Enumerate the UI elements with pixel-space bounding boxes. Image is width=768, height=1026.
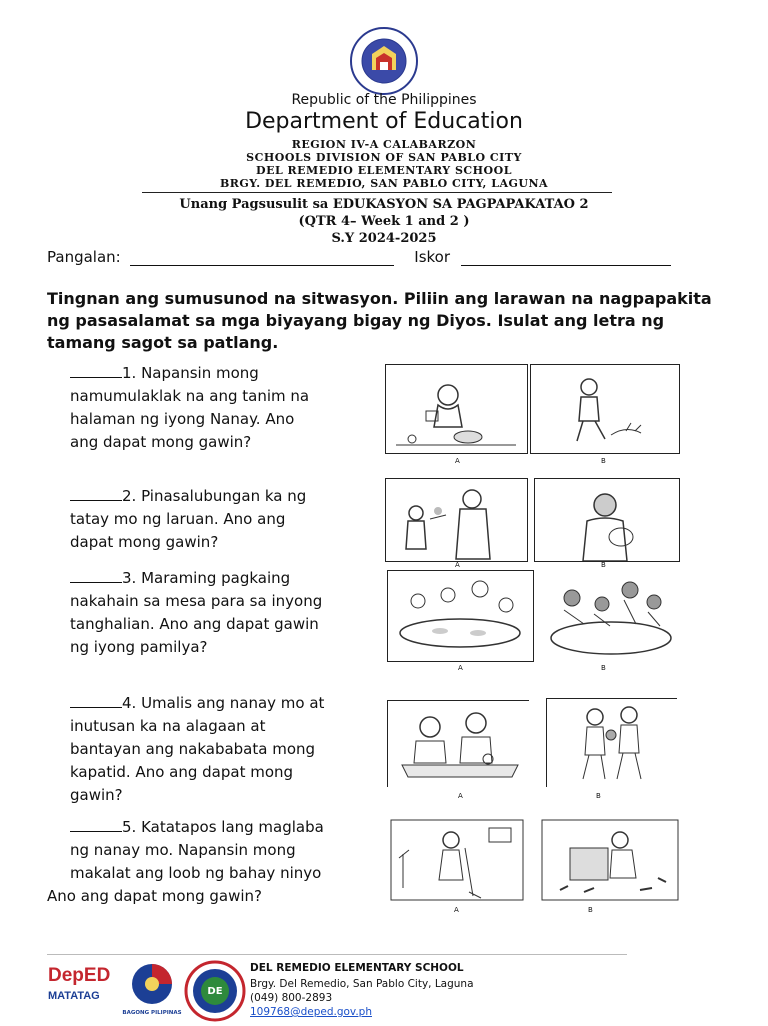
q5-picture-b: [540, 818, 680, 902]
q3-picture-b: [544, 570, 678, 660]
q1-picture-a: [385, 364, 528, 454]
name-field[interactable]: [130, 251, 394, 266]
footer-address: Brgy. Del Remedio, San Pablo City, Laguna: [250, 978, 474, 990]
question-5-last-line: Ano ang dapat mong gawin?: [47, 887, 262, 905]
footer-school-name: DEL REMEDIO ELEMENTARY SCHOOL: [250, 962, 464, 974]
q5-label-b: B: [588, 906, 593, 914]
answer-blank-3[interactable]: [70, 568, 122, 583]
q5-picture-a: [389, 818, 525, 902]
header-divider: [142, 192, 612, 193]
footer-divider: [47, 954, 627, 955]
q1-label-a: A: [455, 457, 460, 465]
answer-blank-1[interactable]: [70, 363, 122, 378]
question-3: 3. Maraming pagkaing nakahain sa mesa para sa inyong tanghalian. Ano ang dapat gawin ng iyong pamilya?: [70, 569, 323, 656]
school-text: DEL REMEDIO ELEMENTARY SCHOOL: [256, 164, 512, 177]
q2-picture-a: [385, 478, 528, 562]
name-score-row: [47, 248, 671, 266]
answer-blank-2[interactable]: [70, 486, 122, 501]
q3-label-b: B: [601, 664, 606, 672]
answer-blank-4[interactable]: [70, 693, 122, 708]
bagong-pilipinas-logo: BAGONG PILIPINAS: [122, 962, 182, 1018]
question-2: 2. Pinasalubungan ka ng tatay mo ng laruan. Ano ang dapat mong gawin?: [70, 487, 307, 551]
name-label: Pangalan:: [47, 248, 121, 266]
q5-label-a: A: [454, 906, 459, 914]
republic-text: Republic of the Philippines: [291, 92, 477, 108]
address-text: BRGY. DEL REMEDIO, SAN PABLO CITY, LAGUNA: [219, 177, 549, 190]
score-label: Iskor: [414, 248, 451, 266]
footer-email-link[interactable]: 109768@deped.gov.ph: [250, 1006, 372, 1018]
question-4: 4. Umalis ang nanay mo at inutusan ka na alagaan at bantayan ang nakababata mong kapatid. Ano ang dapat mong gawin?: [70, 694, 325, 804]
footer-phone: (049) 800-2893: [250, 992, 333, 1004]
region-text: REGION IV-A CALABARZON: [291, 138, 477, 151]
q4-picture-b: [546, 698, 677, 787]
score-field[interactable]: [461, 251, 671, 266]
q1-picture-b: [530, 364, 680, 454]
q4-picture-a: [387, 700, 529, 787]
question-1: 1. Napansin mong namumulaklak na ang tanim na halaman ng iyong Nanay. Ano ang dapat mong gawin?: [70, 364, 310, 451]
q4-label-b: B: [596, 792, 601, 800]
answer-blank-5[interactable]: [70, 817, 122, 832]
svg-text:DE: DE: [207, 986, 223, 997]
test-title: Unang Pagsusulit sa EDUKASYON SA PAGPAPAKATAO 2: [179, 197, 589, 212]
deped-matatag-logo: DepED MATATAG: [48, 965, 111, 1002]
quarter-text: (QTR 4– Week 1 and 2 ): [298, 214, 470, 229]
q1-label-b: B: [601, 457, 606, 465]
instructions: Tingnan ang sumusunod na sitwasyon. Piliin ang larawan na nagpapakita ng pasasalamat sa mga biyayang bigay ng Diyos. Isulat ang letra ng tamang sagot sa patlang.: [47, 289, 712, 352]
q3-picture-a: [387, 570, 534, 662]
q3-label-a: A: [458, 664, 463, 672]
q4-label-a: A: [458, 792, 463, 800]
division-text: SCHOOLS DIVISION OF SAN PABLO CITY: [246, 151, 522, 164]
deped-seal: [346, 26, 422, 96]
question-5: 5. Katatapos lang maglaba ng nanay mo. Napansin mong makalat ang loob ng bahay ninyo: [70, 818, 324, 882]
department-title: Department of Education: [245, 109, 523, 134]
school-year-text: S.Y 2024-2025: [331, 231, 437, 246]
school-seal-logo: [184, 960, 246, 1022]
q2-label-b: B: [601, 561, 606, 569]
q2-label-a: A: [455, 561, 460, 569]
q2-picture-b: [534, 478, 680, 562]
